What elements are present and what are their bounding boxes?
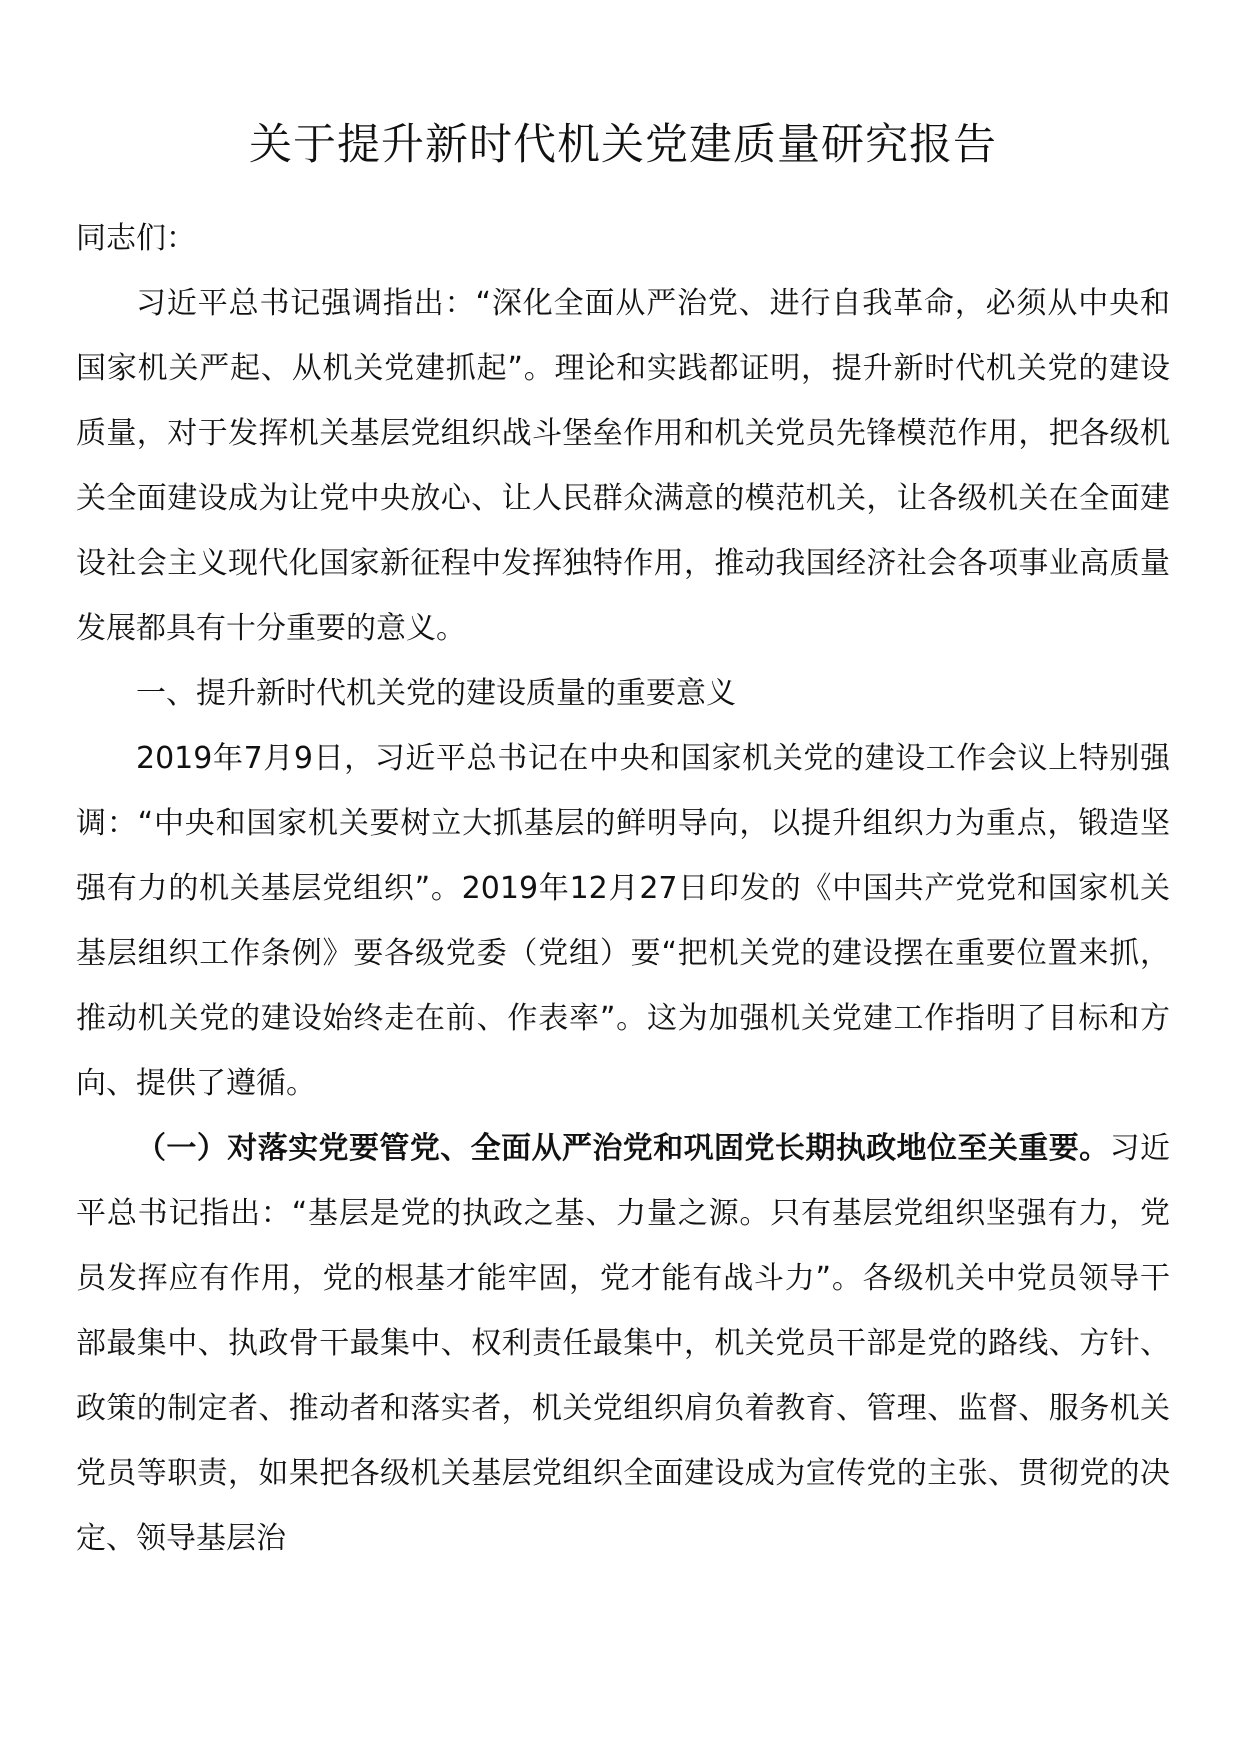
subsection-1-body: 习近平总书记指出：“基层是党的执政之基、力量之源。只有基层党组织坚强有力，党员发挥应有作用，党的根基才能牢固，党才能有战斗力”。各级机关中党员领导干部最集中、执政骨干最集中、权利责任最集中，机关党员干部是党的路线、方针、政策的制定者、推动者和落实者，机关党组织肩负着教育、管理、监督、服务机关党员等职责，如果把各级机关基层党组织全面建设成为宣传党的主张、贯彻党的决定、领导基层治	[76, 1131, 1171, 1556]
paragraph-subsection-1	[76, 1116, 1170, 1571]
subsection-1-lead: （一）对落实党要管党、全面从严治党和巩固党长期执政地位至关重要。	[136, 1131, 1110, 1166]
paragraph-2019-meeting: 2019年7月9日，习近平总书记在中央和国家机关党的建设工作会议上特别强调：“中央和国家机关要树立大抓基层的鲜明导向，以提升组织力为重点，锻造坚强有力的机关基层党组织”。2019年12月27日印发的《中国共产党党和国家机关基层组织工作条例》要各级党委（党组）要“把机关党的建设摆在重要位置来抓，推动机关党的建设始终走在前、作表率”。这为加强机关党建工作指明了目标和方向、提供了遵循。	[76, 741, 1170, 1101]
salutation: 同志们：	[76, 221, 196, 256]
document-title: 关于提升新时代机关党建质量研究报告	[249, 120, 997, 170]
paragraph-intro: 习近平总书记强调指出：“深化全面从严治党、进行自我革命，必须从中央和国家机关严起、从机关党建抓起”。理论和实践都证明，提升新时代机关党的建设质量，对于发挥机关基层党组织战斗堡垒作用和机关党员先锋模范作用，把各级机关全面建设成为让党中央放心、让人民群众满意的模范机关，让各级机关在全面建设社会主义现代化国家新征程中发挥独特作用，推动我国经济社会各项事业高质量发展都具有十分重要的意义。	[76, 286, 1170, 646]
section-heading-1: 一、提升新时代机关党的建设质量的重要意义	[136, 676, 736, 711]
